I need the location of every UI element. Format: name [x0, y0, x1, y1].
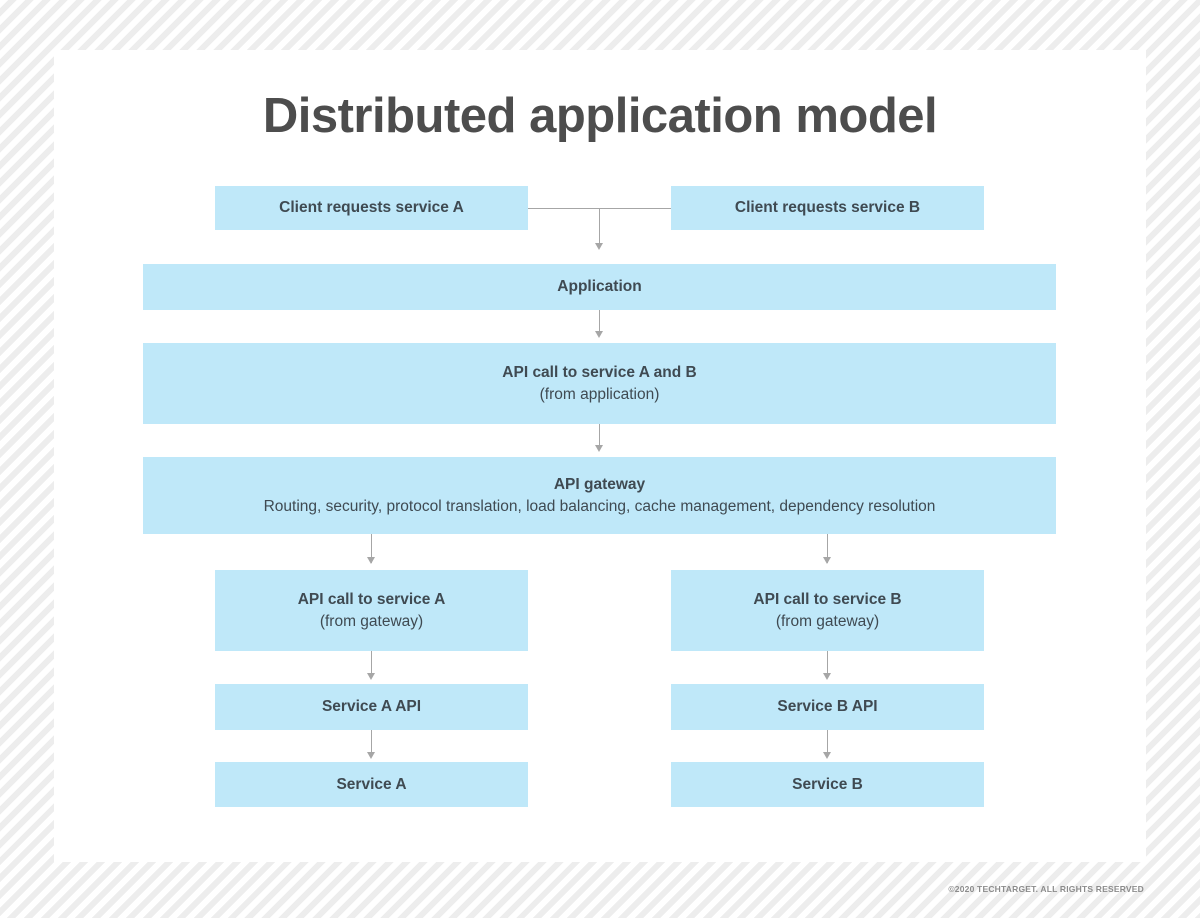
node-api-call-service-a[interactable] [215, 570, 528, 651]
node-service-a[interactable] [215, 762, 528, 807]
node-application[interactable] [143, 264, 1056, 310]
node-label: API call to service A and B [502, 363, 697, 381]
arrowhead-to-gateway [595, 445, 603, 452]
connector-application-to-apicall [599, 310, 600, 333]
node-client-requests-service-b[interactable] [671, 186, 984, 230]
connector-apicall-to-gateway [599, 424, 600, 447]
node-api-gateway[interactable] [143, 457, 1056, 534]
arrowhead-to-apicall-app [595, 331, 603, 338]
node-service-b-api[interactable] [671, 684, 984, 730]
arrowhead-to-apicall-a [367, 557, 375, 564]
diagram-canvas [54, 50, 1146, 862]
node-sublabel: (from application) [539, 385, 660, 403]
node-sublabel: (from gateway) [775, 612, 880, 630]
node-label: API gateway [553, 475, 646, 493]
node-sublabel: (from gateway) [319, 612, 424, 630]
page-title: Distributed application model [262, 89, 938, 143]
arrowhead-to-application [595, 243, 603, 250]
node-label: Service B API [777, 698, 878, 715]
node-label: Client requests service A [279, 199, 464, 216]
node-label: Service A [336, 775, 407, 793]
copyright-notice: ©2020 TECHTARGET. ALL RIGHTS RESERVED [948, 884, 1144, 894]
node-service-b[interactable] [671, 762, 984, 807]
node-label: API call to service B [753, 590, 902, 608]
arrowhead-to-service-a-api [367, 673, 375, 680]
node-label: Service A API [321, 698, 422, 715]
node-label: Service B [792, 775, 863, 793]
arrowhead-to-service-a [367, 752, 375, 759]
arrowhead-to-service-b [823, 752, 831, 759]
arrowhead-to-service-b-api [823, 673, 831, 680]
connector-to-application-vertical [599, 208, 600, 244]
node-service-a-api[interactable] [215, 684, 528, 730]
node-label: Application [557, 278, 642, 295]
node-label: API call to service A [297, 590, 446, 608]
node-api-call-from-application[interactable] [143, 343, 1056, 424]
node-api-call-service-b[interactable] [671, 570, 984, 651]
arrowhead-to-apicall-b [823, 557, 831, 564]
node-sublabel: Routing, security, protocol translation, load balancing, cache management, dependency resolution [263, 497, 936, 515]
node-label: Client requests service B [734, 199, 921, 216]
node-client-requests-service-a[interactable] [215, 186, 528, 230]
